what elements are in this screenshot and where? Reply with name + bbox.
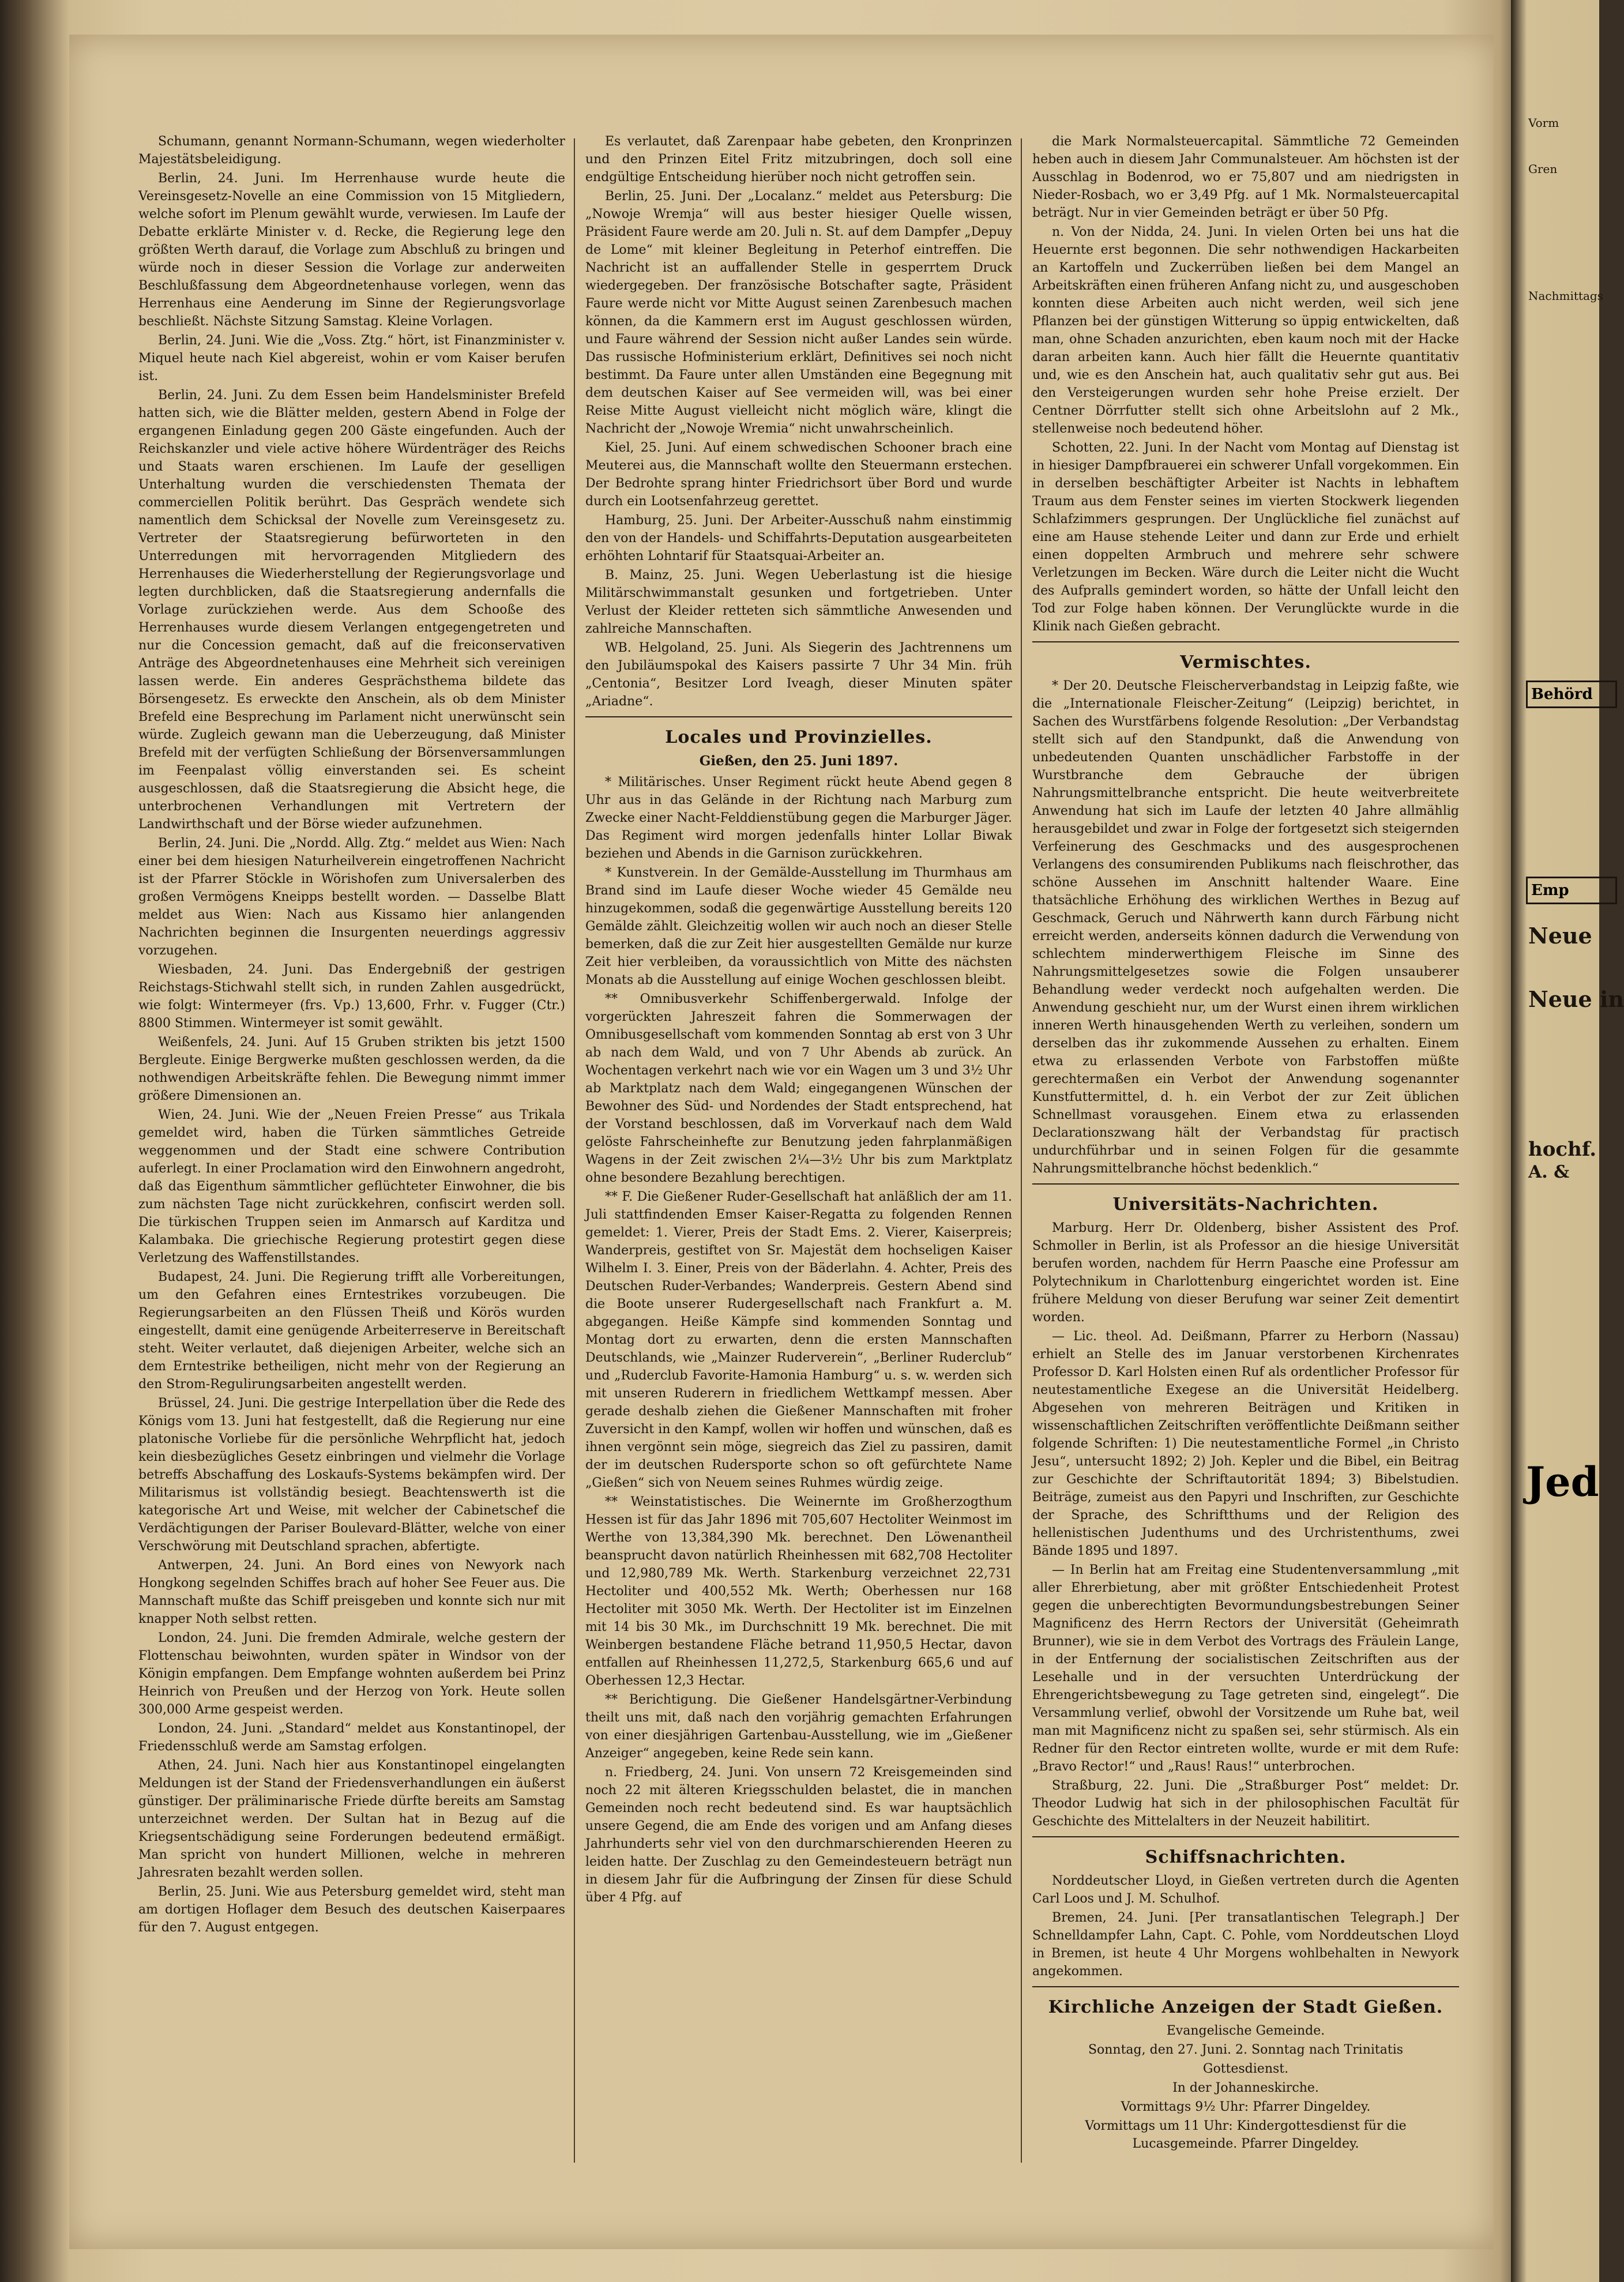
article-paragraph: Weißenfels, 24. Juni. Auf 15 Gruben strikten bis jetzt 1500 Bergleute. Einige Bergwerke mußten geschlossen werden, da die nothwendigen Arbeitskräfte fehlen. Die Bewegung nimmt immer größere Dimensionen an.	[138, 1035, 565, 1103]
section-title-locales: Locales und Provinzielles.	[665, 727, 933, 747]
article-paragraph: n. Von der Nidda, 24. Juni. In vielen Orten bei uns hat die Heuernte erst begonnen. Die sehr nothwendigen Hackarbeiten an Kartoffeln und Zuckerrüben ließen bei dem Mangel an Arbeitskräften einen früheren Anfang nicht zu, und ausgeschoben konnten diese Arbeiten auch nicht werden, weil sich jene Pflanzen bei der günstigen Witterung so üppig entwickelten, daß man, ohne Schaden anzurichten, eben kaum noch mit der Hacke daran arbeiten kann. Auch hier fällt die Heuernte quantitativ und, wie es den Anschein hat, auch qualitativ sehr gut aus. Bei den Versteigerungen wurden sehr hohe Preise erzielt. Der Centner Dörrfutter stellt sich ohne Arbeitslohn auf 2 Mk., stellenweise noch bedeutend höher.	[1032, 225, 1459, 436]
article-paragraph: * Militärisches. Unser Regiment rückt heute Abend gegen 8 Uhr aus in das Gelände in der Richtung nach Marburg zum Zwecke einer Nacht-Felddienstübung gegen die Marburger Jäger. Das Regiment wird morgen jedenfalls hinter Lollar Biwak beziehen und Abends in die Garnison zurückkehren.	[585, 775, 1012, 861]
article-paragraph: Es verlautet, daß Zarenpaar habe gebeten, den Kronprinzen und den Prinzen Eitel Fritz mitzubringen, doch soll eine endgültige Entscheidung hierüber noch nicht getroffen sein.	[585, 134, 1012, 185]
article-paragraph: Berlin, 24. Juni. Wie die „Voss. Ztg.“ hört, ist Finanzminister v. Miquel heute nach Kiel abgereist, wohin er vom Kaiser berufen ist.	[138, 333, 565, 384]
vermischtes-text	[1032, 677, 1459, 1178]
column-rule	[574, 138, 575, 2163]
article-paragraph: Evangelische Gemeinde.	[1166, 2024, 1325, 2038]
section-title-universitaet: Universitäts-Nachrichten.	[1112, 1194, 1379, 1215]
article-paragraph: Berlin, 24. Juni. Im Herrenhause wurde heute die Vereinsgesetz-Novelle an eine Commission von 15 Mitgliedern, welche sofort im Plenum gewählt wurde, verwiesen. Im Laufe der Debatte erklärte Minister v. d. Recke, die Regierung lege den größten Werth darauf, die Vorlage zum Abschluß zu bringen und würde noch in dieser Session die Vorlage zur anderweiten Beschlußfassung dem Abgeordnetenhause vorlegen, wenn das Herrenhaus eine Aenderung im Sinne der Regierungsvorlage beschließt. Nächste Sitzung Samstag. Kleine Vorlagen.	[138, 171, 565, 329]
article-paragraph: Schotten, 22. Juni. In der Nacht vom Montag auf Dienstag ist in hiesiger Dampfbrauerei ein schwerer Unfall vorgekommen. Ein in derselben beschäftigter Arbeiter ist Nachts in lebhaftem Traum aus dem Fenster seines im vierten Stockwerk liegenden Schlafzimmers gesprungen. Der Unglückliche fiel zunächst auf eine am Hause stehende Leiter und dann zur Erde und erhielt einen doppelten Armbruch und mehrere sehr schwere Verletzungen im Becken. Wäre durch die Leiter nicht die Wucht des Aufpralls gemindert worden, so hätte der Unfall leicht den Tod zur Folge haben können. Der Verunglückte wurde in die Klinik nach Gießen gebracht.	[1032, 441, 1459, 634]
schiff-text	[1032, 1872, 1459, 1980]
edge-snippet: Gren	[1528, 162, 1558, 176]
article-paragraph: Bremen, 24. Juni. [Per transatlantischen Telegraph.] Der Schnelldampfer Lahn, Capt. C. Pohle, vom Norddeutschen Lloyd in Bremen, ist heute 4 Uhr Morgens wohlbehalten in Newyork angekommen.	[1032, 1911, 1459, 1979]
article-paragraph: — Lic. theol. Ad. Deißmann, Pfarrer zu Herborn (Nassau) erhielt an Stelle des im Januar verstorbenen Kirchenrates Professor D. Karl Holsten einen Ruf als ordentlicher Professor für neutestamentliche Exegese an die Universität Heidelberg. Abgesehen von mehreren Beiträgen und Kritiken in wissenschaftlichen Zeitschriften veröffentlichte Deißmann seither folgende Schriften: 1) Die neutestamentliche Formel „in Christo Jesu“, untersucht 1892; 2) Joh. Kepler und die Bibel, ein Beitrag zur Geschichte der Schriftautorität 1894; 3) Bibelstudien. Beiträge, zumeist aus den Papyri und Inschriften, zur Geschichte der Sprache, des Schriftthums und der Religion des hellenistischen Judenthums und des Urchristenthums, zwei Bände 1895 und 1897.	[1032, 1329, 1459, 1558]
article-paragraph: London, 24. Juni. „Standard“ meldet aus Konstantinopel, der Friedensschluß werde am Samstag erfolgen.	[138, 1721, 565, 1754]
edge-snippet: Vorm	[1528, 116, 1559, 130]
article-paragraph: Schumann, genannt Normann-Schumann, wegen wiederholter Majestätsbeleidigung.	[138, 134, 565, 167]
article-paragraph: Gottesdienst.	[1202, 2062, 1289, 2076]
kirche-text	[1032, 2022, 1459, 2153]
section-separator	[1032, 1986, 1459, 1987]
article-paragraph: * Der 20. Deutsche Fleischerverbandstag in Leipzig faßte, wie die „Internationale Fleischer-Zeitung“ (Leipzig) berichtet, in Sachen des Wurstfärbens folgende Resolution: „Der Verbandstag stellt sich auf den Standpunkt, daß die Anwendung von unbedeutenden Quanten unschädlicher Farbstoffe in der Wurstbranche dem Gebrauche der übrigen Nahrungsmittelbranche entspricht. Die heute weitverbreitete Anwendung hat sich im Laufe der letzten 40 Jahre allmählig herausgebildet und zwar in Folge der fortgesetzt sich steigernden Verfeinerung des Geschmacks und des ausgesprochenen Verlangens des consumirenden Publikums nach fleischrother, das schöne Aussehen im Anschnitt haltender Waare. Eine thatsächliche Erhöhung des wirklichen Werthes in Bezug auf Geschmack, Geruch und Nährwerth kann durch Färbung nicht erreicht werden, anderseits können dadurch die Verwendung von schlechtem minderwerthigem Fleische im Sinne des Nahrungsmittelgesetzes sowie die Folgen unsauberer Behandlung weder verdeckt noch aufgehalten werden. Die Anwendung geschieht nur, um der Wurst einen ihrem wirklichen inneren Werth hinausgehenden Werth zu verleihen, sondern um derselben das ihr zukommende Aussehen zu erhalten. Einem etwa zu erlassenden Verbote von Farbstoffen müßte gerechtermaßen ein Verbot der Anwendung sogenannter Kunstfuttermittel, d. h. ein Verbot der zur Zeit üblichen Schnellmast vorausgehen. Einem etwa zu erlassenden Declarationszwang hält der Verbandstag für practisch undurchführbar und in seinen Folgen für die gesammte Nahrungsmittelbranche höchst bedenklich.“	[1032, 679, 1459, 1176]
article-paragraph: * Kunstverein. In der Gemälde-Ausstellung im Thurmhaus am Brand sind im Laufe dieser Woche wieder 45 Gemälde neu hinzugekommen, sodaß die gegenwärtige Ausstellung bereits 120 Gemälde zählt. Gleichzeitig wollen wir auch noch an dieser Stelle bemerken, daß die zur Zeit hier ausgestellten Gemälde nur kurze Zeit hier verbleiben, da voraussichtlich von Mitte des nächsten Monats ab die Ausstellung auf einige Wochen geschlossen bleibt.	[585, 866, 1012, 987]
edge-snippet: A. &	[1528, 1162, 1570, 1182]
edge-snippet: Emp	[1526, 877, 1617, 904]
next-page-edge	[1511, 0, 1624, 2282]
article-paragraph: Berlin, 25. Juni. Der „Localanz.“ meldet aus Petersburg: Die „Nowoje Wremja“ will aus bester hiesiger Quelle wissen, Präsident Faure werde am 20. Juli n. St. auf dem Dampfer „Depuy de Lome“ mit kleiner Begleitung in Peterhof eintreffen. Die Nachricht ist an auffallender Stelle in gesperrtem Druck wiedergegeben. Der französische Botschafter sagte, Präsident Faure werde nicht vor Mitte August seinen Zarenbesuch machen können, da die Kammern erst im August geschlossen würden, und Faure während der Session nicht außer Landes sein würde. Das russische Hofministerium erklärt, Definitives sei noch nicht bestimmt. Da Faure unter allen Umständen eine Begegnung mit dem deutschen Kaiser auf See vermeiden will, was bei einer Reise Mitte August vielleicht nicht möglich wäre, klingt die Nachricht der „Nowoje Wremia“ nicht unwahrscheinlich.	[585, 189, 1012, 436]
newspaper-page	[69, 35, 1494, 2249]
article-paragraph: Straßburg, 22. Juni. Die „Straßburger Post“ meldet: Dr. Theodor Ludwig hat sich in der philosophischen Facultät für Geschichte des Mittelalters in der Neuzeit habilitirt.	[1032, 1779, 1459, 1829]
article-paragraph: ** F. Die Gießener Ruder-Gesellschaft hat anläßlich der am 11. Juli stattfindenden Emser Kaiser-Regatta zu folgenden Rennen gemeldet: 1. Vierer, Preis der Stadt Ems. 2. Vierer, Kaiserpreis; Wanderpreis, gestiftet von Sr. Majestät dem hochseligen Kaiser Wilhelm I. 3. Einer, Preis von der Bäderlahn. 4. Achter, Preis des Deutschen Ruder-Verbandes; Wanderpreis. Gestern Abend sind die Boote unserer Rudergesellschaft nach Frankfurt a. M. abgegangen. Heiße Kämpfe sind kommenden Sonntag und Montag dort zu erwarten, denn die ersten Mannschaften Deutschlands, wie „Mainzer Ruderverein“, „Berliner Ruderclub“ und „Ruderclub Favorite-Hamonia Hamburg“ u. s. w. werden sich mit unseren Ruderern in friedlichem Wettkampf messen. Aber gerade deshalb ziehen die Gießener Mannschaften mit froher Zuversicht in den Kampf, wollen wir hoffen und wünschen, daß es ihnen vergönnt sein möge, siegreich das Ziel zu passiren, damit der im deutschen Rudersporte schon so oft gefürchtete Name „Gießen“ sich von Neuem seines Ruhmes würdig zeige.	[585, 1190, 1012, 1490]
article-paragraph: die Mark Normalsteuercapital. Sämmtliche 72 Gemeinden heben auch in diesem Jahr Communalsteuer. Am höchsten ist der Ausschlag in Bodenrod, wo er 75,807 und am niedrigsten in Nieder-Rosbach, wo er 3,49 Pfg. auf 1 Mk. Normalsteuercapital beträgt. Nur in vier Gemeinden beträgt er über 50 Pfg.	[1032, 134, 1459, 220]
article-paragraph: London, 24. Juni. Die fremden Admirale, welche gestern der Flottenschau beiwohnten, wurden später in Windsor von der Königin empfangen. Dem Empfange wohnten außerdem bei Prinz Heinrich von Preußen und der Herzog von York. Heute sollen 300,000 Arme gespeist werden.	[138, 1631, 565, 1717]
article-paragraph: Norddeutscher Lloyd, in Gießen vertreten durch die Agenten Carl Loos und J. M. Schulhof.	[1032, 1874, 1459, 1906]
article-paragraph: Antwerpen, 24. Juni. An Bord eines von Newyork nach Hongkong segelnden Schiffes brach auf hoher See Feuer aus. Die Mannschaft mußte das Schiff preisgeben und konnte sich nur mit knapper Noth selbst retten.	[138, 1558, 565, 1626]
article-paragraph: Kiel, 25. Juni. Auf einem schwedischen Schooner brach eine Meuterei aus, die Mannschaft wollte den Steuermann erstechen. Der Bedrohte sprang hinter Friedrichsort über Bord und wurde durch ein Lootsenfahrzeug gerettet.	[585, 441, 1012, 509]
section-separator	[585, 716, 1012, 717]
section-title-kirche: Kirchliche Anzeigen der Stadt Gießen.	[1048, 1997, 1443, 2017]
section-separator	[1032, 1836, 1459, 1837]
column-3-news	[1032, 133, 1459, 636]
article-paragraph: Budapest, 24. Juni. Die Regierung trifft alle Vorbereitungen, um den Gefahren eines Erntestrikes vorzubeugen. Die Regierungsarbeiten an den Flüssen Theiß und Körös wurden eingestellt, damit eine genügende Arbeiterreserve in Bereitschaft steht. Weiter verlautet, daß diejenigen Arbeiter, welche sich an dem Erntestrike betheiligen, nicht mehr von der Regierung an den Strom-Regulirungsarbeiten angestellt werden.	[138, 1270, 565, 1392]
article-paragraph: Hamburg, 25. Juni. Der Arbeiter-Ausschuß nahm einstimmig den von der Handels- und Schiffahrts-Deputation ausgearbeiteten erhöhten Lohntarif für Staatsquai-Arbeiter an.	[585, 513, 1012, 563]
article-paragraph: Vormittags 9½ Uhr: Pfarrer Dingeldey.	[1121, 2100, 1371, 2114]
article-paragraph: n. Friedberg, 24. Juni. Von unsern 72 Kreisgemeinden sind noch 22 mit älteren Kriegsschulden belastet, die in manchen Gemeinden noch recht bedeutend sind. Es war hauptsächlich unsere Gegend, die am Ende des vorigen und am Anfang dieses Jahrhunderts sehr viel von den durchmarschierenden Heeren zu leiden hatte. Der Zuschlag zu den Gemeindesteuern beträgt nun in diesem Jahr für die Aufbringung der Zinsen für diese Schuld über 4 Pfg. auf	[585, 1765, 1012, 1905]
column-2-news	[585, 133, 1012, 710]
article-paragraph: Sonntag, den 27. Juni. 2. Sonntag nach Trinitatis	[1088, 2043, 1404, 2057]
article-paragraph: Vormittags um 11 Uhr: Kindergottesdienst für die Lucasgemeinde. Pfarrer Dingeldey.	[1085, 2119, 1407, 2151]
article-paragraph: — In Berlin hat am Freitag eine Studentenversammlung „mit aller Ehrerbietung, aber mit größter Entschiedenheit Protest gegen die unberechtigten Bevormundungsbestrebungen Seiner Magnificenz des Herrn Rectors der Universität (Geheimrath Brunner), wie sie in dem Verbot des Vortrags des Fräulein Lange, in der Entfernung der socialistischen Zeitschriften aus der Lesehalle und in der versuchten Unterdrückung der Ehrengerichtsbewegung zu Tage getreten sind, eingelegt“. Die Versammlung verlief, obwohl der Vorsitzende um Ruhe bat, weil man mit Magnificenz nicht zu spaßen sei, sehr stürmisch. Als ein Redner für den Rector eintreten wollte, wurde er mit dem Rufe: „Bravo Rector!“ und „Raus! Raus!“ unterbrochen.	[1032, 1563, 1459, 1774]
edge-snippet: Behörd	[1526, 681, 1617, 708]
article-paragraph: ** Weinstatistisches. Die Weinernte im Großherzogthum Hessen ist für das Jahr 1896 mit 705,607 Hectoliter Weinmost im Werthe von 13,384,390 Mk. berechnet. Den Löwenantheil beansprucht davon natürlich Rheinhessen mit 682,708 Hectoliter und 12,980,789 Mk. Werth. Starkenburg verzeichnet 22,731 Hectoliter und 400,552 Mk. Werth; Oberhessen nur 168 Hectoliter mit 3050 Mk. Werth. Der Hectoliter ist im Einzelnen mit 14 bis 30 Mk., im Durchschnitt 19 Mk. berechnet. Die mit Weinbergen bestandene Fläche betrand 11,950,5 Hectar, davon entfallen auf Rheinhessen 11,272,5, Starkenburg 665,6 und auf Oberhessen 12,3 Hectar.	[585, 1495, 1012, 1688]
section-separator	[1032, 1183, 1459, 1185]
article-paragraph: Berlin, 24. Juni. Zu dem Essen beim Handelsminister Brefeld hatten sich, wie die Blätter melden, gestern Abend in Folge der ergangenen Einladung gegen 200 Gäste eingefunden. Auch der Reichskanzler und viele active höhere Würdenträger des Reichs und Staats waren erschienen. Im Laufe der geselligen Unterhaltung wurden die verschiedensten Themata der commerciellen Politik berührt. Das Gespräch wendete sich namentlich dem Schicksal der Novelle zum Vereinsgesetz zu. Vertreter der Staatsregierung befürworteten in den Unterredungen mit hervorragenden Mitgliedern des Herrenhauses die Wiederherstellung der Regierungsvorlage und legten durchblicken, daß die Staatsregierung andernfalls die Vorlage zurückziehen werde. Aus dem Schooße des Herrenhauses wurde diesem Verlangen entgegengetreten und nur die Concession gemacht, daß auf die freiconservativen Anträge des Abgeordnetenhauses eine Mehrheit sich vereinigen lassen werde. Ein anderes Gesprächsthema bildete das Börsengesetz. Es erweckte den Anschein, als ob dem Minister Brefeld eine Besprechung im Parlament nicht unerwünscht sein würde. Zugleich gewann man die Ueberzeugung, daß Minister Brefeld mit der verfügten Schließung der Börsenversammlungen im Feenpalast völlig einverstanden sei. Es scheint ausgeschlossen, daß die Staatsregierung die Absicht hege, die unterbrochenen Verhandlungen mit Vertretern der Landwirthschaft und der Börse wieder aufzunehmen.	[138, 388, 565, 832]
edge-snippet: Neue	[1528, 923, 1592, 949]
edge-snippet: hochf.	[1528, 1138, 1597, 1161]
column-rule	[1021, 138, 1022, 2163]
article-paragraph: B. Mainz, 25. Juni. Wegen Ueberlastung ist die hiesige Militärschwimmanstalt gesunken und fortgetrieben. Unter Verlust der Kleider retteten sich sämmtliche Anwesenden und zahlreiche Mannschaften.	[585, 568, 1012, 636]
article-paragraph: Athen, 24. Juni. Nach hier aus Konstantinopel eingelangten Meldungen ist der Stand der Friedensverhandlungen ein äußerst günstiger. Der präliminarische Friede dürfte bereits am Samstag unterzeichnet werden. Der Sultan hat in Bezug auf die Kriegsentschädigung seine Forderungen bedeutend ermäßigt. Man spricht von hundert Millionen, welche in mehreren Jahresraten bezahlt werden sollen.	[138, 1758, 565, 1880]
article-paragraph: In der Johanneskirche.	[1172, 2081, 1319, 2095]
edge-snippet: Neue in	[1528, 986, 1624, 1012]
column-2-local-news	[585, 773, 1012, 1907]
column-1	[138, 133, 565, 2168]
article-paragraph: Marburg. Herr Dr. Oldenberg, bisher Assistent des Prof. Schmoller in Berlin, ist als Professor an die hiesige Universität berufen worden, nachdem für Herrn Paasche eine Professur am Polytechnikum in Charlottenburg eingerichtet worden ist. Eine frühere Meldung von dieser Berufung war seiner Zeit dementirt worden.	[1032, 1221, 1459, 1325]
edge-snippet: Jed	[1526, 1458, 1599, 1506]
article-paragraph: WB. Helgoland, 25. Juni. Als Siegerin des Jachtrennens um den Jubiläumspokal des Kaisers passirte 7 Uhr 34 Min. früh „Centonia“, Besitzer Lord Iveagh, dieser Minuten später „Ariadne“.	[585, 641, 1012, 709]
universitaet-text	[1032, 1219, 1459, 1830]
dateline: Gießen, den 25. Juni 1897.	[699, 753, 899, 769]
column-2	[585, 133, 1012, 2168]
article-paragraph: Wiesbaden, 24. Juni. Das Endergebniß der gestrigen Reichstags-Stichwahl stellt sich, in runden Zahlen ausgedrückt, wie folgt: Wintermeyer (frs. Vp.) 13,600, Frhr. v. Fugger (Ctr.) 8800 Stimmen. Wintermeyer ist somit gewählt.	[138, 963, 565, 1031]
section-title-schiff: Schiffsnachrichten.	[1145, 1847, 1347, 1867]
article-paragraph: Brüssel, 24. Juni. Die gestrige Interpellation über die Rede des Königs vom 13. Juni hat festgestellt, daß die Regierung nur eine platonische Vorliebe für die persönliche Wehrpflicht hat, jedoch kein diesbezügliches Gesetz einbringen und vielmehr die Vorlage betreffs Abschaffung des Loskaufs-Systems bekämpfen wird. Der Militarismus ist vollständig besiegt. Beachtenswerth ist die kategorische Art und Weise, mit welcher der Cabinetschef die Verdächtigungen der Pariser Boulevard-Blätter, welche von einer Verschwörung mit Deutschland sprachen, abfertigte.	[138, 1396, 565, 1554]
column-3	[1032, 133, 1459, 2168]
edge-snippet: Nachmittags	[1528, 289, 1603, 303]
article-paragraph: ** Berichtigung. Die Gießener Handelsgärtner-Verbindung theilt uns mit, daß nach den vorjährig gemachten Erfahrungen von einer diesjährigen Gartenbau-Ausstellung, wie im „Gießener Anzeiger“ angegeben, keine Rede sein kann.	[585, 1693, 1012, 1761]
article-paragraph: Berlin, 25. Juni. Wie aus Petersburg gemeldet wird, steht man am dortigen Hoflager dem Besuch des deutschen Kaiserpaares für den 7. August entgegen.	[138, 1885, 565, 1935]
section-title-vermischtes: Vermischtes.	[1180, 652, 1311, 672]
article-paragraph: ** Omnibusverkehr Schiffenbergerwald. Infolge der vorgerückten Jahreszeit fahren die Sommerwagen der Omnibusgesellschaft vom kommenden Sonntag ab erst von 3 Uhr ab nach dem Wald, und von 7 Uhr Abends ab zurück. An Wochentagen verkehrt nach wie vor ein Wagen um 3 und 3½ Uhr ab Marktplatz nach dem Wald; eingegangenen Wünschen der Bewohner des Süd- und Nordendes der Stadt entsprechend, hat der Vorstand beschlossen, daß im Vorverkauf nach dem Wald gelöste Fahrscheinhefte zur Benutzung jeden fahrplanmäßigen Wagens in der Zeit zwischen 2¼—3½ Uhr bis zum Marktplatz ohne besondere Bezahlung berechtigen.	[585, 992, 1012, 1185]
section-separator	[1032, 641, 1459, 642]
article-paragraph: Wien, 24. Juni. Wie der „Neuen Freien Presse“ aus Trikala gemeldet wird, haben die Türken sämmtliches Getreide weggenommen und der Stadt eine schwere Contribution auferlegt. In einer Proclamation wird den Einwohnern angedroht, daß das Eigenthum sämmtlicher geflüchteter Einwohner, die bis zum nächsten Tage nicht zurückkehren, confiscirt werden soll. Die türkischen Truppen seien im Anmarsch auf Karditza und Kalambaka. Die griechische Regierung protestirt gegen diese Verletzung des Waffenstillstandes.	[138, 1108, 565, 1265]
article-paragraph: Berlin, 24. Juni. Die „Nordd. Allg. Ztg.“ meldet aus Wien: Nach einer bei dem hiesigen Naturheilverein eingetroffenen Nachricht ist der Pfarrer Stöckle in Wörishofen zum Universalerben des großen Vermögens Kneipps bestellt worden. — Dasselbe Blatt meldet aus Wien: Nach aus Kissamo hier anlangenden Nachrichten beginnen die Insurgenten neuerdings aggressiv vorzugehen.	[138, 836, 565, 958]
